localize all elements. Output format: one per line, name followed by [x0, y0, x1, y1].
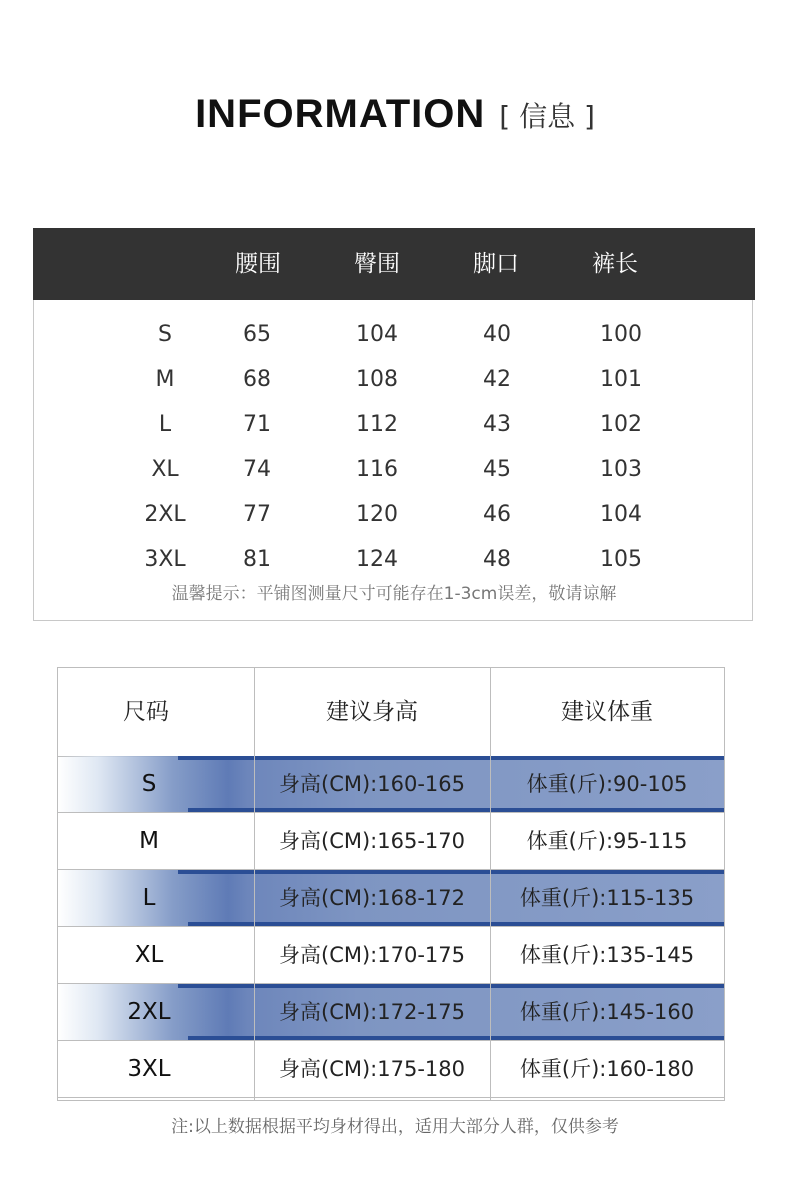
waist-cell: 77 [243, 502, 271, 527]
table-row [34, 492, 754, 537]
size-cell: 3XL [144, 547, 186, 572]
length-cell: 100 [600, 322, 642, 347]
header-suggested-height: 建议身高 [326, 699, 418, 725]
length-cell: 104 [600, 502, 642, 527]
table-row [58, 984, 724, 1041]
header-leg-opening: 脚口 [473, 251, 519, 277]
leg-opening-cell: 45 [483, 457, 511, 482]
weight-cell: 体重(斤):145-160 [519, 1000, 695, 1024]
hip-cell: 112 [356, 412, 398, 437]
size-cell: M [139, 828, 159, 854]
title-english: INFORMATION [195, 92, 486, 136]
weight-cell: 体重(斤):95-115 [526, 829, 688, 853]
size-cell: M [155, 367, 175, 392]
title-chinese: [ 信息 ] [499, 99, 595, 133]
size-measurement-table [33, 228, 753, 621]
page-title [0, 92, 790, 137]
leg-opening-cell: 43 [483, 412, 511, 437]
height-cell: 身高(CM):175-180 [279, 1057, 465, 1081]
waist-cell: 81 [243, 547, 271, 572]
table-row [58, 813, 724, 870]
weight-cell: 体重(斤):135-145 [519, 943, 695, 967]
footnote: 注:以上数据根据平均身材得出，适用大部分人群，仅供参考 [171, 1117, 619, 1137]
size-cell: S [158, 322, 172, 347]
weight-cell: 体重(斤):160-180 [519, 1057, 695, 1081]
leg-opening-cell: 40 [483, 322, 511, 347]
size-cell: 2XL [144, 502, 186, 527]
hip-cell: 124 [356, 547, 398, 572]
recommendation-table-header [58, 668, 724, 757]
weight-cell: 体重(斤):115-135 [519, 886, 695, 910]
height-cell: 身高(CM):172-175 [279, 1000, 465, 1024]
table-row [34, 447, 754, 492]
height-cell: 身高(CM):170-175 [279, 943, 465, 967]
waist-cell: 71 [243, 412, 271, 437]
header-waist: 腰围 [235, 251, 281, 277]
waist-cell: 68 [243, 367, 271, 392]
measurement-note: 温馨提示：平铺图测量尺寸可能存在1-3cm误差，敬请谅解 [171, 584, 617, 604]
hip-cell: 116 [356, 457, 398, 482]
size-recommendation-table [57, 667, 725, 1101]
column-divider [254, 668, 255, 1100]
header-hip: 臀围 [354, 251, 400, 277]
header-suggested-weight: 建议体重 [561, 699, 653, 725]
size-cell: 3XL [127, 1056, 171, 1082]
table-row [58, 927, 724, 984]
hip-cell: 120 [356, 502, 398, 527]
size-cell: 2XL [127, 999, 171, 1025]
leg-opening-cell: 46 [483, 502, 511, 527]
height-cell: 身高(CM):165-170 [279, 829, 465, 853]
length-cell: 105 [600, 547, 642, 572]
table-row [58, 870, 724, 927]
size-cell: XL [151, 457, 179, 482]
table-row [34, 357, 754, 402]
height-cell: 身高(CM):160-165 [279, 772, 465, 796]
waist-cell: 74 [243, 457, 271, 482]
weight-cell: 体重(斤):90-105 [526, 772, 688, 796]
leg-opening-cell: 42 [483, 367, 511, 392]
height-cell: 身高(CM):168-172 [279, 886, 465, 910]
header-length: 裤长 [592, 251, 638, 277]
leg-opening-cell: 48 [483, 547, 511, 572]
size-cell: S [141, 771, 157, 797]
length-cell: 102 [600, 412, 642, 437]
length-cell: 101 [600, 367, 642, 392]
table-row [34, 402, 754, 447]
table-row [58, 1041, 724, 1098]
table-row [34, 537, 754, 582]
table-row [58, 756, 724, 813]
size-cell: XL [134, 942, 164, 968]
table-row [34, 312, 754, 357]
hip-cell: 104 [356, 322, 398, 347]
hip-cell: 108 [356, 367, 398, 392]
measurement-table-header [33, 228, 755, 300]
size-cell: L [158, 412, 172, 437]
waist-cell: 65 [243, 322, 271, 347]
length-cell: 103 [600, 457, 642, 482]
header-size: 尺码 [123, 699, 169, 725]
column-divider [490, 668, 491, 1100]
size-cell: L [142, 885, 156, 911]
